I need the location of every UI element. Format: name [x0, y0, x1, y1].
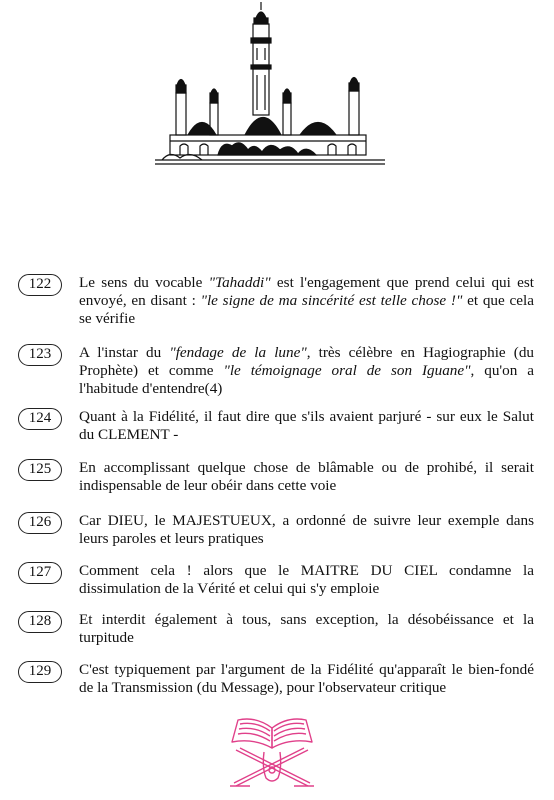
- verse-text: Comment cela ! alors que le MAITRE DU CIEL condamne la dissimulation de la Vérité et celui qui s'y emploie: [79, 562, 534, 597]
- verse-text: Quant à la Fidélité, il faut dire que s'ils avaient parjuré - sur eux le Salut du CLEMENT -: [79, 408, 534, 443]
- verse-number: 124: [18, 408, 62, 430]
- verse-number: 126: [18, 512, 62, 534]
- verse-text: Car DIEU, le MAJESTUEUX, a ordonné de suivre leur exemple dans leurs paroles et leurs pratiques: [79, 512, 534, 547]
- verse-number: 122: [18, 274, 62, 296]
- verse-text: C'est typiquement par l'argument de la Fidélité qu'apparaît le bien-fondé de la Transmission (du Message), pour l'observateur critique: [79, 661, 534, 696]
- verse-number: 125: [18, 459, 62, 481]
- verse-number: 127: [18, 562, 62, 584]
- verse-text: Et interdit également à tous, sans exception, la désobéissance et la turpitude: [79, 611, 534, 646]
- verse-text: En accomplissant quelque chose de blâmable ou de prohibé, il serait indispensable de leur obéir dans cette voie: [79, 459, 534, 494]
- verse-text: A l'instar du "fendage de la lune", très célèbre en Hagiographie (du Prophète) et comme "le témoignage oral de son Iguane", qu'on a l'habitude d'entendre(4): [79, 344, 535, 397]
- quran-on-stand-icon: [222, 712, 322, 796]
- verse-number: 123: [18, 344, 62, 366]
- verse-text: Le sens du vocable "Tahaddi" est l'engagement que prend celui qui est envoyé, en disant : "le signe de ma sincérité est telle chose !" et que cela se vérifie: [79, 274, 535, 327]
- verse-number: 128: [18, 611, 62, 633]
- mosque-illustration-icon: [150, 0, 390, 185]
- verse-number: 129: [18, 661, 62, 683]
